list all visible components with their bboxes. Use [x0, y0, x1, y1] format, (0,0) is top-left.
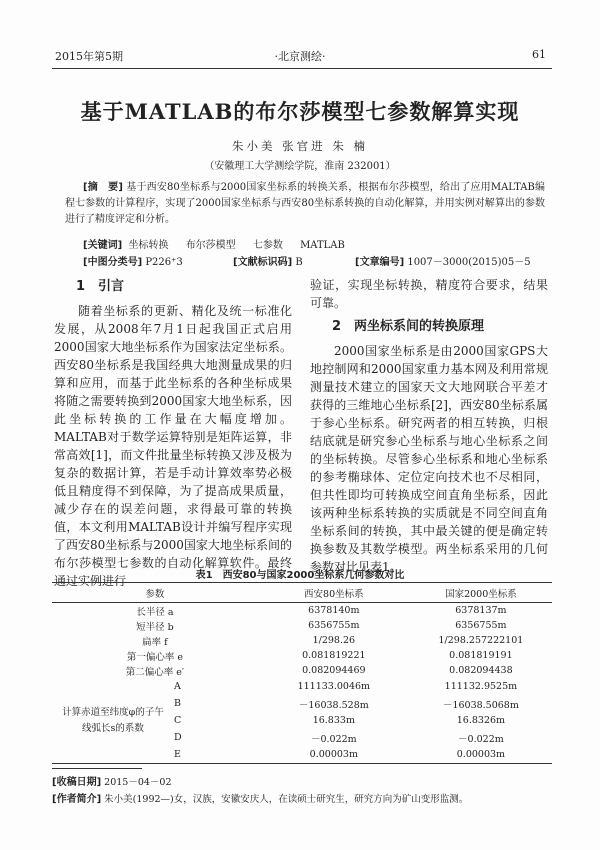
cgcs2000-value: －16038.5068m	[442, 699, 519, 711]
keywords	[83, 236, 359, 251]
issue-label: 2015年第5期	[55, 50, 123, 63]
param-name: 长半径 a	[136, 606, 174, 618]
xian80-value: 16.833m	[312, 715, 355, 726]
table-header: 国家2000坐标系	[410, 583, 552, 603]
author-bio-value: 朱小美(1992—)女，汉族，安徽安庆人，在读硕士研究生，研究方向为矿山变形监测。	[104, 794, 469, 805]
parameter-table	[52, 582, 552, 764]
table-header: 西安80坐标系	[258, 583, 410, 603]
paper-title: 基于MATLAB的布尔莎模型七参数解算实现	[80, 99, 520, 124]
section-1-paragraph: 随着坐标系的更新、精化及统一标准化发展，从2008年7月1日起我国正式启用2000国家大地坐标系作为国家法定坐标系。西安80坐标系是我国经典大地测量成果的归算和应用，而基于此坐标系的各种坐标成果将随之需要转换到2000国家大地坐标系，因此坐标转换的工作量在大幅度增加。MALTAB对于数学运算特别是矩阵运算，非常高效[1]，而文件批量坐标转换又涉及极为复杂的数据计算，若是手动计算效率势必极低且精度得不到保障，为了提高成果质量，减少存在的误差问题，求得最可靠的转换值，本文利用MALTAB设计并编写程序实现了西安80坐标系与2000国家大地坐标系间的布尔莎模型七参数的自动化解算软件。最终通过实例进行	[54, 304, 292, 588]
table-header: 参数	[52, 583, 258, 603]
cgcs2000-value: 6378137m	[455, 605, 507, 616]
keyword: 七参数	[252, 240, 283, 251]
doc-code-value: B	[295, 257, 303, 268]
table-row	[52, 648, 552, 663]
cgcs2000-value: 0.082094438	[449, 665, 513, 676]
cgcs2000-value: 6356755m	[455, 620, 507, 631]
abstract-text: 基于西安80坐标系与2000国家坐标系的转换关系，根据布尔莎模型，给出了应用MALTAB编程七参数的计算程序，实现了2000国家坐标系与西安80坐标系转换的自动化解算，并用实例对解算出的参数进行了精度评定和分析。	[65, 182, 546, 225]
continued-text: 验证，实现坐标转换，精度符合要求，结果可靠。	[310, 278, 548, 310]
coefficient-name: B	[174, 698, 181, 709]
table-header-row	[52, 583, 552, 603]
xian80-value: 6378140m	[308, 605, 360, 616]
table-row	[52, 603, 552, 619]
right-column	[310, 276, 548, 576]
article-no-label: [文章编号]	[355, 257, 405, 268]
footnote-divider	[52, 768, 142, 769]
cgcs2000-value: 16.8326m	[456, 715, 506, 726]
affiliation: （安徽理工大学测绘学院，淮南 232001）	[204, 161, 396, 172]
table-row	[52, 618, 552, 633]
param-name: 第二偏心率 e′	[125, 666, 185, 678]
cgcs2000-value: 0.081819191	[449, 650, 513, 661]
table-row	[52, 678, 552, 695]
coefficient-name: A	[174, 681, 181, 692]
cgcs2000-value: 1/298.257222101	[438, 635, 524, 646]
param-name: 扁率 f	[142, 636, 168, 648]
left-column	[54, 278, 292, 590]
xian80-value: 1/298.26	[312, 635, 356, 646]
author-bio-label: [作者简介]	[52, 794, 102, 805]
received-value: 2015－04－02	[104, 777, 172, 788]
cgcs2000-value: 0.00003m	[456, 749, 506, 760]
keyword: 坐标转换	[128, 240, 169, 251]
received-date	[52, 773, 172, 788]
article-no-value: 1007－3000(2015)05－5	[407, 257, 531, 268]
coefficient-name: D	[174, 732, 182, 743]
clc-label: [中图分类号]	[83, 257, 143, 268]
clc-value: P226⁺3	[145, 257, 183, 268]
keywords-label: [关键词]	[83, 240, 123, 251]
page-number: 61	[532, 48, 546, 61]
coefficient-name: C	[174, 715, 182, 726]
coefficient-name: E	[174, 749, 181, 760]
section-1-heading: 1 引言	[76, 279, 125, 294]
table-row	[52, 663, 552, 678]
param-name: 第一偏心率 e	[126, 651, 183, 663]
xian80-value: 0.082094469	[302, 665, 366, 676]
table-caption: 表1 西安80与国家2000坐标系几何参数对比	[195, 570, 405, 581]
group-label: 计算赤道至纬度φ的子午线弧长s的系数	[62, 706, 164, 734]
table-row	[52, 633, 552, 648]
xian80-value: 0.081819221	[302, 650, 366, 661]
xian80-value: －16038.528m	[298, 699, 369, 711]
cgcs2000-value: 111132.9525m	[444, 681, 518, 692]
abstract	[65, 180, 545, 228]
doc-code-label: [文献标识码]	[233, 257, 293, 268]
keyword: MATLAB	[300, 240, 345, 251]
xian80-value: －0.022m	[310, 733, 357, 745]
xian80-value: 6356755m	[308, 620, 360, 631]
keyword: 布尔莎模型	[185, 240, 236, 251]
section-2-paragraph: 2000国家坐标系是由2000国家GPS大地控制网和2000国家重力基本网及利用常规测量技术建立的国家天文大地网联合平差才获得的三维地心坐标系[2]，西安80坐标系属于参心坐标系。研究两者的相互转换，归根结底就是研究参心坐标系与地心坐标系之间的坐标转换。尽管参心坐标系和地心坐标系的参考椭球体、定位定向技术也不尽相同，但共性即均可转换成空间直角坐标系，因此该两种坐标系转换的实质就是不同空间直角坐标系间的转换，其中最关键的便是确定转换参数及其数学模型。两坐标系采用的几何参数对比见表1。	[310, 344, 548, 574]
param-name: 短半径 b	[136, 621, 174, 633]
xian80-value: 111133.0046m	[297, 681, 371, 692]
classification	[83, 253, 553, 267]
authors: 朱小美 张官进 朱 楠	[232, 139, 368, 153]
xian80-value: 0.00003m	[309, 749, 358, 760]
received-label: [收稿日期]	[52, 777, 102, 788]
abstract-label: [摘 要]	[83, 182, 123, 193]
cgcs2000-value: －0.022m	[458, 733, 504, 745]
journal-name: ·北京测绘·	[274, 50, 326, 63]
author-bio	[52, 790, 468, 805]
section-2-heading: 2 两坐标系间的转换原理	[332, 319, 485, 334]
header-divider	[52, 68, 552, 69]
